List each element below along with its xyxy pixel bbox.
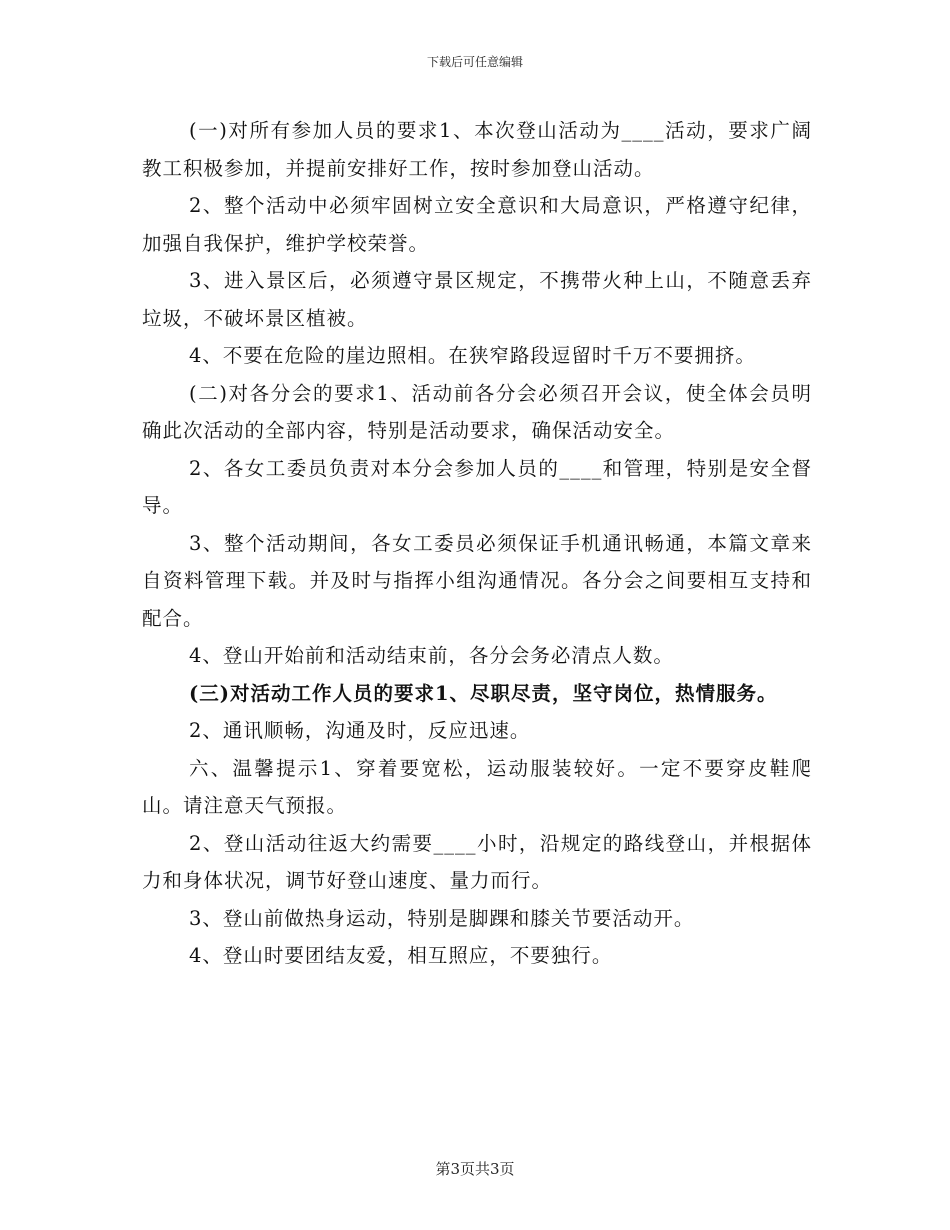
paragraph-section-2-item-2: 2、各女工委员负责对本分会参加人员的____和管理，特别是安全督导。	[142, 456, 812, 517]
page-footer: 第3页共3页	[435, 1160, 515, 1178]
paragraph-section-1-item-3: 3、进入景区后，必须遵守景区规定，不携带火种上山，不随意丢弃垃圾，不破坏景区植被。	[142, 269, 812, 330]
paragraph-section-2-item-4: 4、登山开始前和活动结束前，各分会务必清点人数。	[189, 644, 674, 667]
paragraph-section-2-item-1: (二)对各分会的要求1、活动前各分会必须召开会议，使全体会员明确此次活动的全部内容，特别是活动要求，确保活动安全。	[142, 381, 812, 442]
paragraph-tips-item-4: 4、登山时要团结友爱，相互照应，不要独行。	[189, 944, 613, 967]
paragraph-tips-item-2: 2、登山活动往返大约需要____小时，沿规定的路线登山，并根据体力和身体状况，调节好登山速度、量力而行。	[142, 831, 812, 892]
page-header: 下载后可任意编辑	[426, 55, 523, 69]
paragraph-tips-item-3: 3、登山前做热身运动，特别是脚踝和膝关节要活动开。	[189, 906, 695, 930]
document-body	[142, 112, 812, 975]
paragraph-section-1-item-1: (一)对所有参加人员的要求1、本次登山活动为____活动，要求广阔教工积极参加，并提前安排好工作，按时参加登山活动。	[142, 119, 812, 180]
paragraph-section-3-item-1: (三)对活动工作人员的要求1、尽职尽责，坚守岗位，热情服务。	[189, 681, 778, 705]
paragraph-section-1-item-4: 4、不要在危险的崖边照相。在狭窄路段逗留时千万不要拥挤。	[189, 344, 756, 367]
paragraph-tips-item-1: 六、温馨提示1、穿着要宽松，运动服装较好。一定不要穿皮鞋爬山。请注意天气预报。	[142, 756, 812, 817]
paragraph-section-2-item-3: 3、整个活动期间，各女工委员必须保证手机通讯畅通，本篇文章来自资料管理下载。并及时与指挥小组沟通情况。各分会之间要相互支持和配合。	[142, 531, 812, 630]
paragraph-section-1-item-2: 2、整个活动中必须牢固树立安全意识和大局意识，严格遵守纪律，加强自我保护，维护学校荣誉。	[142, 194, 812, 255]
paragraph-section-3-item-2: 2、通讯顺畅，沟通及时，反应迅速。	[189, 719, 531, 742]
